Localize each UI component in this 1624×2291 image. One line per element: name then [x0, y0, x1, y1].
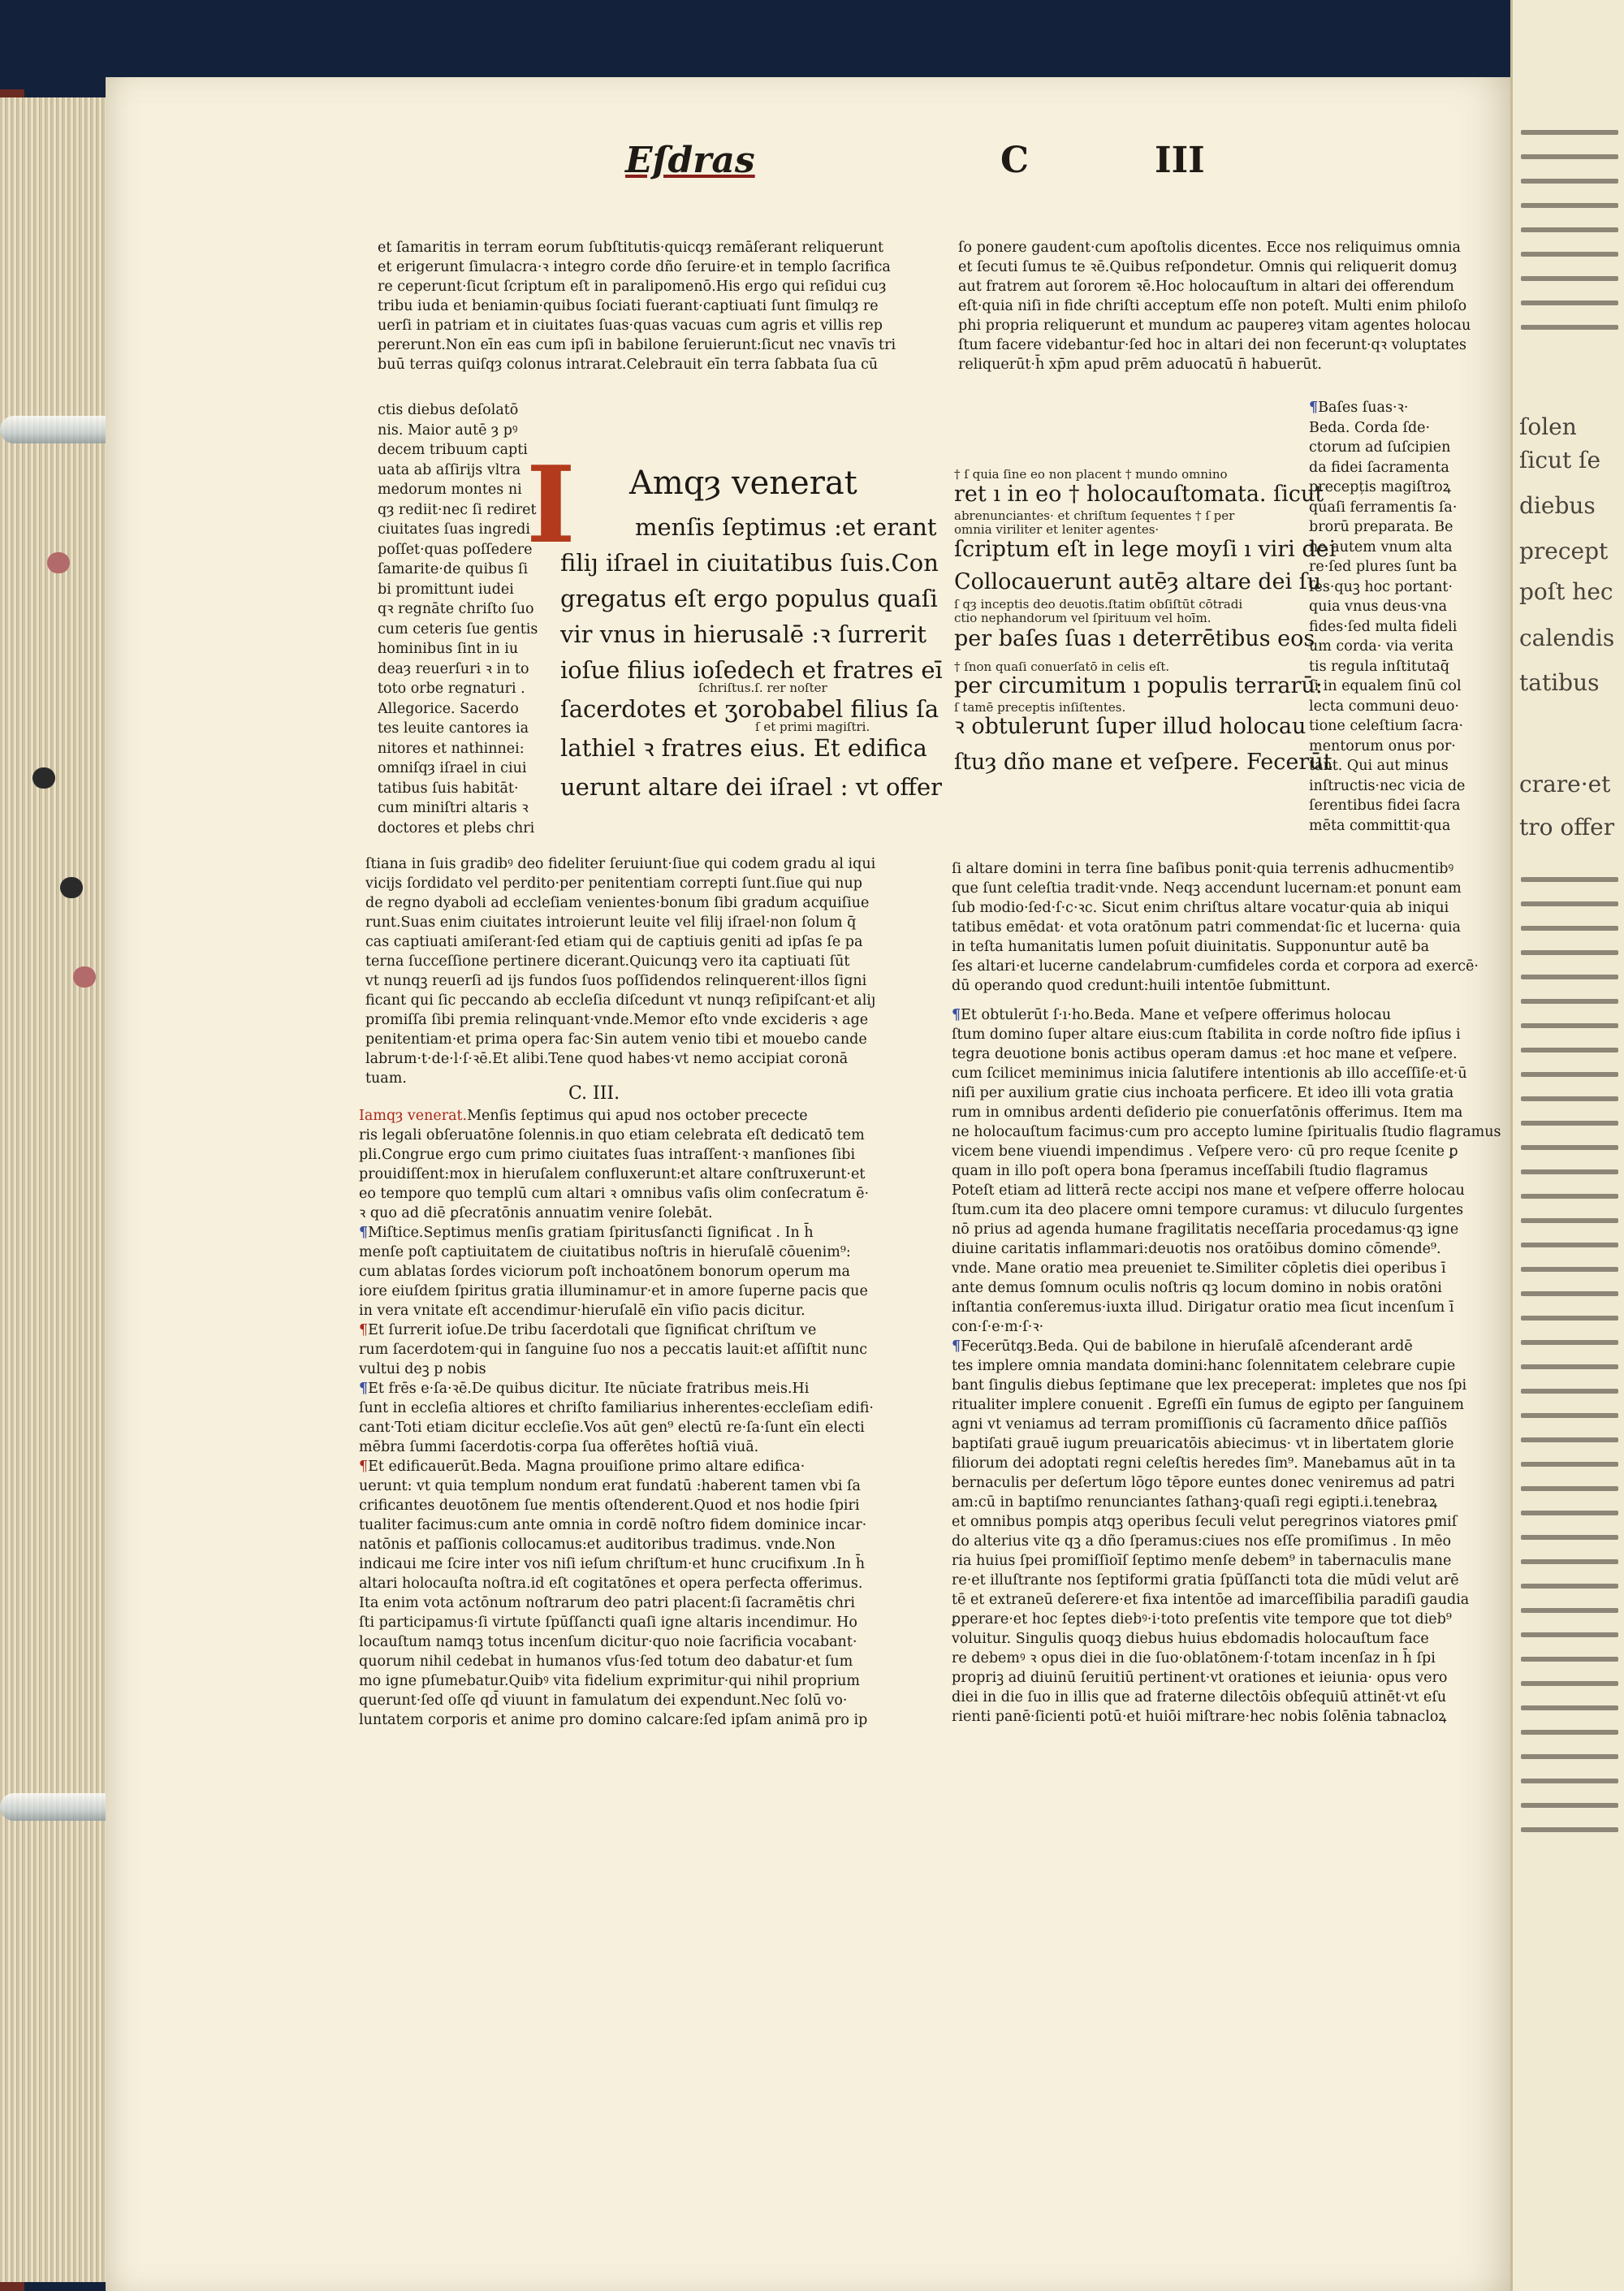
gloss-line: reliquerūt·h̄ xp̄m apud prēm aduocatū n̄ habuerūt. [958, 357, 1322, 373]
gloss-line: re debemꝰ ꝛ opus diei in die ſuo·oblatōnem·ſ·totam incenſaz in h̄ ſpi [952, 1650, 1436, 1666]
ribbon-tab [73, 966, 96, 988]
running-header-chapter-letter: C [1000, 140, 1030, 181]
facing-page-text [1521, 975, 1618, 979]
facing-page-text [1521, 1218, 1618, 1223]
running-header-book: Eſdras [625, 140, 755, 181]
gloss-line: re ceperunt·ſicut ſcriptum eſt in paralipomenō.His ergo qui reſidui cuȝ [378, 279, 887, 295]
facing-page-line: tro offer [1519, 814, 1615, 841]
interlinear-gloss: † ſnon quaſi conuerſatō in celis eſt. [954, 659, 1170, 674]
facing-page-text [1521, 1243, 1618, 1247]
gloss-line: vicijs ſordidato vel perdito·per penitentiam correpti ſunt.ſiue qui nup [365, 875, 862, 892]
facing-page-text [1521, 1681, 1618, 1686]
gloss-line: prouidiſſent:mox in hieruſalem confluxerunt:et altare conſtruxerunt·et [359, 1166, 866, 1182]
gloss-line: ſtum domino ſuper altare eius:cum ſtabilita in corde noſtro fide ipſius i [952, 1027, 1461, 1043]
main-text-line: lathiel ꝛ fratres eius. Et edifica [560, 734, 927, 762]
facing-page-text [1521, 1340, 1618, 1345]
facing-page-text [1521, 1194, 1618, 1199]
gloss-line: iore eiuſdem ſpiritus gratia illuminamur·et in amore ſuperne pacis que [359, 1283, 868, 1299]
gloss-line: bernaculis per deſertum lōgo tēpore euntes donec veniremus ad patri [952, 1475, 1455, 1491]
facing-page-text [1521, 877, 1618, 882]
gloss-line: mēta committit·qua [1309, 817, 1451, 834]
gloss-line: ꝛ quo ad diē ꝑſecratōnis annuatim venire ſolebāt. [359, 1205, 713, 1221]
gloss-line: mēbra ſummi ſacerdotis·corpa ſua offerētes hoſtiā viuā. [359, 1439, 759, 1455]
facing-page-text [1521, 1608, 1618, 1613]
lemma: Fecerūtqȝ. [961, 1338, 1038, 1355]
facing-page-text [1521, 1145, 1618, 1150]
gloss-line: ne holocauſtum facimus·cum pro accepto lumine ſpiritualis ſtudio flagramus [952, 1124, 1501, 1140]
gloss-line: voluitur. Singulis quoqꝫ diebus huius ebdomadis holocauſtum face [952, 1631, 1429, 1647]
paragraph-mark: ¶ [1309, 400, 1319, 416]
facing-page-text [1521, 1072, 1618, 1077]
interlinear-gloss: ſ qȝ inceptis deo deuotis.ſtatim obſiſtūt cōtradi [954, 597, 1243, 612]
paragraph-mark: ¶ [359, 1381, 369, 1397]
gloss-line: ris legali obſeruatōne ſolennis.in quo etiam celebrata eſt dedicatō tem [359, 1127, 865, 1143]
facing-page-text [1521, 1705, 1618, 1710]
gloss-line: querunt·ſed oſſe qd̄ viuunt in famulatum dei expendunt.Nec ſolū vo· [359, 1692, 848, 1709]
gloss-line: ſub modio·ſed·ſ·c·ꝛc. Sicut enim chriſtus altare vocatur·quia ab iniqui [952, 900, 1449, 916]
main-text-line: ſacerdotes et ʒorobabel filius ſa [560, 695, 939, 723]
gloss-line: niſi per auxilium gratie cius inchoata perficere. Et ideo illi vota gratia [952, 1085, 1454, 1101]
main-text-line: menſis ſeptimus :et erant [635, 513, 937, 541]
main-text-line: ꝛ obtulerunt ſuper illud holocau [954, 714, 1307, 739]
gloss-line: ciuitates ſuas ingredi [378, 521, 530, 538]
ribbon-tab [32, 767, 55, 789]
interlinear-gloss: † ſ quia ſine eo non placent † mundo omnino [954, 467, 1228, 482]
facing-page-text [1521, 1121, 1618, 1126]
gloss-line: ſi altare domini in terra ſine baſibus ponit·quia terrenis adhucmentibꝰ [952, 861, 1454, 877]
gloss-line: cum ſcilicet meminimus inicia ſalutifere intentionis ab illo acceſſiſe·et·ū [952, 1066, 1467, 1082]
gloss-line: ¶Fecerūtqȝ.Beda. Qui de babilone in hieruſalē aſcenderant ardē [952, 1338, 1413, 1355]
main-text-line: uerunt altare dei iſrael : vt offer [560, 773, 943, 801]
gloss-line: mo igne pſumebatur.Quibꝰ vita fidelium exprimitur·qui nihil proprium [359, 1673, 861, 1689]
gloss-line: inſtructis·nec vicia de [1309, 777, 1466, 794]
gloss-line: uerunt: vt quia templum nondum erat fundatū :haberent tamen vbi ſa [359, 1478, 861, 1494]
gloss-line: ꝑperare·et hoc ſeptes diebꝰ·i·toto preſentis vite tempore que tot dieb⁹ [952, 1611, 1452, 1627]
gloss-line: toto orbe regnaturi . [378, 681, 525, 697]
facing-page-text [1521, 1413, 1618, 1418]
facing-page-text [1521, 999, 1618, 1004]
gloss-line: locauſtum namqꝫ totus incenſum dicitur·quo noie ſacrificia vocabant· [359, 1634, 857, 1650]
gloss-line: quorum nihil cedebat in humanos vſus·ſed totum deo dabatur·et ſum [359, 1653, 853, 1670]
gloss-line: am:cū in baptiſmo renunciantes ſathanꝫ·quaſi regi egipti.i.tenebraꝝ [952, 1494, 1438, 1511]
gloss-line: ¶Et frēs e·ſa·ꝛē.De quibus dicitur. Ite nūciate fratribus meis.Hi [359, 1381, 810, 1397]
facing-page [1510, 0, 1624, 2291]
gloss-line: eſt·quia niſi in fide chriſti acceptum eſſe non poteſt. Multi enim philoſo [958, 298, 1467, 314]
lemma: Et obtulerūt ſ·ı·ho. [961, 1007, 1094, 1023]
facing-page-text [1521, 1048, 1618, 1053]
right-gloss-mid [952, 859, 1479, 996]
gloss-line: do alterius vite qꝫ a dño ſperamus:ciues nos eſſe promiſimus . In mēo [952, 1533, 1452, 1550]
facing-page-text [1521, 154, 1618, 159]
facing-page-text [1521, 252, 1618, 257]
gloss-line: buū terras quiſqȝ colonus intrarat.Celebrauit eīn terra ſabbata ſua cū [378, 357, 879, 373]
gloss-line: propriꝫ ad diuinū ſeruitiū pertinent·vt orationes et ieiunia· opus vero [952, 1670, 1448, 1686]
gloss-line: cas captiuati amiſerant·ſed etiam qui de captiuis geniti ad ipſas ſe pa [365, 934, 863, 950]
gloss-line: ficant qui ſic peccando ab eccleſia diſcedunt vt nunqȝ reſipiſcant·et aliȷ [365, 992, 876, 1009]
gloss-line: vt nunqꝫ reuerſi ad ijs fundos ſuos poſſidendos relinquerent·illos ſigni [365, 973, 867, 989]
main-text-line: per baſes ſuas ı deterrētibus eos [954, 626, 1315, 651]
paragraph-mark: ¶ [359, 1225, 369, 1241]
gloss-line: ſes·quꝫ hoc portant· [1309, 578, 1453, 595]
gloss-line: precepțis magiſtroꝝ [1309, 479, 1451, 495]
gloss-line: ne autem vnum alta [1309, 538, 1453, 555]
facing-page-text [1521, 1364, 1618, 1369]
gloss-line: tribu iuda et beniamin·quibus ſociati fuerant·captiuati ſunt ſimulqȝ re [378, 298, 879, 314]
gloss-line: ritualiter implere conuenit . Egreſſi eīn ſumus de egipto per ſanguinem [952, 1397, 1464, 1413]
gloss-line: altari holocauſta noſtra.id eſt cogitatōnes et opera perfecta offerimus. [359, 1576, 863, 1592]
gloss-line: cum miniſtri altaris ꝛ [378, 800, 529, 816]
paragraph-mark: ¶ [359, 1459, 369, 1475]
gloss-line: ctorum ad ſuſcipien [1309, 439, 1451, 456]
gloss-line: tē et extraneū deſerere·et fixa intentōe ad imarceſſibilia paradiſi gaudia [952, 1592, 1470, 1608]
gloss-line: ſtum facere videbantur·ſed hoc in altari dei non fecerunt·qꝛ voluptates [958, 337, 1466, 353]
gloss-line: diuine caritatis inflammari:deuotis nos oratōibus domino cōmende⁹. [952, 1241, 1441, 1257]
gloss-line: ria huius ſpei promiſſioīſ ſeptimo menſe debem⁹ in tabernaculis mane [952, 1553, 1452, 1569]
gloss-line: tatibus emēdat· et vota oratōnum patri commendat·ſic et lucerna· quia [952, 919, 1461, 936]
lemma: Miſtice. [368, 1225, 424, 1241]
gloss-line: Beda. Corda ſde· [1309, 419, 1431, 436]
gloss-line: hominibus ſint in iu [378, 641, 519, 657]
main-text-line: gregatus eſt ergo populus quaſi [560, 585, 938, 612]
facing-page-line: poſt hec [1519, 578, 1613, 605]
facing-page-text [1521, 1096, 1618, 1101]
facing-page-text [1521, 1023, 1618, 1028]
interlinear-gloss: ſchriſtus.ſ. rer noſter [698, 681, 827, 695]
gloss-line: tegra deuotione bonis actibus operam damus :et hoc mane et veſpere. [952, 1046, 1458, 1062]
gloss-line: in vera vnitate eſt accendimur·hieruſalē eīn viſio pacis dicitur. [359, 1303, 806, 1319]
facing-page-text [1521, 926, 1618, 931]
main-text-line: filiȷ iſrael in ciuitatibus ſuis.Con [560, 549, 939, 577]
gloss-line: et erigerunt ſimulacra·ꝛ integro corde dño ſeruire·et in templo ſacrifica [378, 259, 891, 275]
gloss-line: diei in die ſuo in illis que ad fraterne dilectōis obſequiū attinēt·vt eſu [952, 1689, 1447, 1705]
gloss-line: uata ab aſſirijs vltra [378, 461, 521, 478]
gloss-line: aut fratrem aut ſororem ꝛē.Hoc holocauſtum in altari dei offerendum [958, 279, 1454, 295]
gloss-line: tis regula inſtitutaq̄ [1309, 658, 1449, 675]
right-gloss-top [958, 238, 1471, 374]
gloss-line: qȝ rediit·nec ſi rediret [378, 501, 537, 518]
ribbon-tab [47, 552, 70, 573]
gloss-line: ſerentibus fidei ſacra [1309, 798, 1461, 814]
facing-page-text [1521, 325, 1618, 330]
main-text-line: Collocauerunt autēȝ altare dei ſu [954, 569, 1322, 594]
lemma: Baſes ſuas·ꝛ· [1318, 400, 1409, 416]
gloss-line: crificantes deuotōnem ſue mentis oſtenderent.Quod et nos hodie ſpiri [359, 1498, 860, 1514]
main-text-line: ſcriptum eſt in lege moyſi ı viri dei [954, 537, 1337, 562]
gloss-line: da fidei ſacramenta [1309, 459, 1449, 476]
gloss-line: omniſqȝ iſrael in ciui [378, 760, 527, 776]
gloss-line: ſunt in eccleſia altiores et chriſto familiarius inherentes·eccleſiam edifi· [359, 1400, 874, 1416]
gloss-line: brorū preparata. Be [1309, 519, 1453, 535]
interlinear-gloss: ſ et primi magiſtri. [755, 720, 870, 734]
gloss-line: Allegorice. Sacerdo [378, 700, 519, 717]
running-header-chapter-number: III [1155, 140, 1205, 181]
gloss-line: fides·ſed multa fideli [1309, 618, 1458, 635]
facing-page-text [1521, 1803, 1618, 1808]
gloss-line: cant·Toti etiam dicitur eccleſie.Vos aūt gen⁹ electū re·ſa·ſunt eīn electi [359, 1420, 865, 1436]
gloss-line: ſo ponere gaudent·cum apoſtolis dicentes. Ecce nos reliquimus omnia [958, 240, 1461, 256]
gloss-line: dū operando quod credunt:huili intentōe ſubmittunt. [952, 978, 1331, 994]
facing-page-text [1521, 1754, 1618, 1759]
lemma: Et ſurrerit ioſue. [368, 1322, 487, 1338]
gloss-line: Iamqȝ venerat.Menſis ſeptimus qui apud nos october prececte [359, 1108, 808, 1124]
gloss-line: con·ſ·e·m·ſ·ꝛ· [952, 1319, 1044, 1335]
gloss-line: bant ſingulis diebus ſeptimane que lex preceperat: impletes que nos ſpi [952, 1377, 1467, 1394]
facing-page-line: precept [1519, 538, 1609, 564]
gloss-line: rum ſacerdotem·qui in ſanguine ſuo nos a peccatis lauit:et aſſiſtit nunc [359, 1342, 868, 1358]
facing-page-line: calendis [1519, 625, 1615, 651]
gloss-line: bi promittunt iudei [378, 581, 514, 598]
gloss-line: luntatem corporis et anime pro domino calcare:ſed ipſam animā pro ip [359, 1712, 868, 1728]
facing-page-text [1521, 300, 1618, 305]
gloss-line: que ſunt celeſtia tradit·vnde. Neqꝫ accendunt lucernam:et ponunt eam [952, 880, 1462, 897]
gloss-line: inſtantia conſeremus·iuxta illud. Dirigatur oratio mea ſicut incenſum ī [952, 1299, 1454, 1316]
gloss-line: lecta communi deuo· [1309, 698, 1459, 715]
facing-page-text [1521, 1437, 1618, 1442]
gloss-line: menſe poſt captiuitatem de ciuitatibus noſtris in hieruſalē cōuenim⁹: [359, 1244, 851, 1260]
lemma: Et edificauerūt. [368, 1459, 481, 1475]
interlinear-gloss: ctio nephandorum vel ſpirituum vel hoīm. [954, 611, 1212, 625]
gloss-line: quaſi ferramentis ſa· [1309, 499, 1458, 516]
interlinear-gloss: abrenunciantes· et chriſtum ſequentes † ſ per [954, 508, 1235, 523]
paragraph-mark: ¶ [952, 1007, 961, 1023]
facing-page-line: crare·et [1519, 771, 1611, 798]
gloss-line: ſes altari·et lucerne candelabrum·cumfideles corda et corpora ad exercē· [952, 958, 1479, 975]
gloss-line: ¶Et obtulerūt ſ·ı·ho.Beda. Mane et veſpere offerimus holocau [952, 1007, 1392, 1023]
facing-page-text [1521, 227, 1618, 232]
facing-page-text [1521, 1827, 1618, 1832]
gloss-line: pli.Congrue ergo cum primo ciuitates ſuas intraſſent·ꝛ manſiones ſibi [359, 1147, 856, 1163]
facing-page-text [1521, 179, 1618, 184]
left-gloss-mid [365, 854, 875, 1088]
main-text-line-first: Amqȝ venerat [629, 465, 857, 502]
paragraph-mark: ¶ [952, 1338, 961, 1355]
decorated-initial: I [526, 443, 576, 567]
gloss-line: de regno dyaboli ad eccleſiam venientes·bonum ſibi gradum acquiſiue [365, 895, 870, 911]
facing-page-line: ſolen [1519, 413, 1577, 440]
gloss-line: qꝛ regnāte chriſto ſuo [378, 601, 534, 617]
facing-page-text [1521, 1535, 1618, 1540]
gloss-line: eo tempore quo templū cum altari ꝛ omnibus vaſis olim conſecratum ē· [359, 1186, 870, 1202]
gloss-line: natōnis et paſſionis collocamus:et auditoribus tradimus. vnde.Non [359, 1537, 836, 1553]
facing-page-text [1521, 1486, 1618, 1491]
gloss-line: quia vnus deus·vna [1309, 599, 1448, 615]
facing-page-text [1521, 1511, 1618, 1515]
gloss-line: nō prius ad agenda humane fragilitatis neceſſaria procedamus·qꝫ igne [952, 1221, 1459, 1238]
chapter-number-mark: C. III. [568, 1083, 620, 1104]
facing-page-text [1521, 1730, 1618, 1735]
gloss-line: tualiter facimus:cum ante omnia in cordē noſtro fidem dominice incar· [359, 1517, 867, 1533]
gloss-line: tione celeſtium ſacra· [1309, 718, 1464, 734]
facing-page-text [1521, 130, 1618, 135]
gloss-line: terna ſucceſſione pertinere dicerant.Quicunqꝫ vero ita captiuati ſūt [365, 953, 850, 970]
main-text-line: vir vnus in hierusalē :ꝛ ſurrerit [560, 620, 927, 648]
gloss-line: doctores et plebs chri [378, 819, 535, 836]
facing-page-text [1521, 1462, 1618, 1467]
gloss-line: quam in illo poſt opera bona ſperamus inceſſabili ſtudio flagramus [952, 1163, 1428, 1179]
facing-page-text [1521, 1389, 1618, 1394]
ribbon-tab [60, 877, 83, 898]
left-narrow-gloss [378, 400, 538, 838]
right-narrow-gloss [1309, 398, 1465, 836]
paragraph-mark: ¶ [359, 1322, 369, 1338]
gloss-line: nitores et nathinnei: [378, 740, 525, 757]
main-text-line: ioſue filius ioſedech et fratres eī [560, 656, 943, 684]
facing-page-text [1521, 1632, 1618, 1637]
gloss-line: et ſamaritis in terram eorum ſubſtitutis·quicqȝ remāſerant reliquerunt [378, 240, 884, 256]
gloss-line: re·et illuſtrante nos ſeptiformi gratia ſpūſſancti tota die mūdi velut arē [952, 1572, 1459, 1589]
gloss-line: tant. Qui aut minus [1309, 758, 1449, 774]
gloss-line: phi propria reliquerunt et mundum ac paupereȝ vitam agentes holocau [958, 318, 1471, 334]
lemma: Iamqȝ venerat. [359, 1108, 468, 1124]
facing-page-text [1521, 1267, 1618, 1272]
facing-page-text [1521, 203, 1618, 208]
gloss-line: uerſi in patriam et in ciuitates ſuas·quas vacuas cum agris et villis rep [378, 318, 883, 334]
gloss-line: ¶Et edificauerūt.Beda. Magna prouiſione primo altare edifica· [359, 1459, 806, 1475]
gloss-line: um corda· via verita [1309, 638, 1454, 655]
gloss-line: ſi in equalem ſinū col [1309, 678, 1462, 694]
facing-page-text [1521, 1584, 1618, 1589]
main-text-line: ſtuȝ dño mane et veſpere. Fecerūt [954, 750, 1332, 775]
facing-page-line: tatibus [1519, 669, 1600, 696]
facing-page-text [1521, 1657, 1618, 1662]
gloss-line: deaȝ reuerſuri ꝛ in to [378, 660, 529, 677]
gloss-line: ſtiana in ſuis gradibꝰ deo fideliter ſeruiunt·ſiue qui codem gradu al iqui [365, 856, 876, 872]
gloss-line: labrum·t·de·l·ſ·ꝛē.Et alibi.Tene quod habes·vt nemo accipiat coronā [365, 1051, 849, 1067]
gloss-line: runt.Suas enim ciuitates introierunt leuite vel filij iſrael·non ſolum q̄ [365, 914, 857, 931]
main-text-line: ret ı in eo † holocauſtomata. ſicut [954, 482, 1324, 507]
facing-page-line: diebus [1519, 492, 1596, 519]
facing-page-text [1521, 1169, 1618, 1174]
gloss-line: tes leuite cantores ia [378, 720, 529, 737]
gloss-line: Poteſt etiam ad litterā recte accipi nos mane et veſpere offerre holocau [952, 1182, 1465, 1199]
gloss-line: tatibus ſuis habitāt· [378, 780, 519, 797]
facing-page-text [1521, 950, 1618, 955]
interlinear-gloss: ſ tamē preceptis inſiſtentes. [954, 700, 1126, 715]
gloss-line: cum ceteris ſue gentis [378, 620, 538, 638]
gloss-line: pererunt.Non eīn eas cum ipſi in babilone ſeruierunt:ſicut nec vnavīs tri [378, 337, 896, 353]
gloss-line: ſtum.cum ita deo placere omni tempore curamus: vt diluculo ſurgentes [952, 1202, 1464, 1218]
facing-page-line: ſicut ſe [1519, 447, 1601, 473]
facing-page-text [1521, 276, 1618, 281]
gloss-line: ctis diebus deſolatō [378, 402, 519, 418]
gloss-line: ante demus ſomnum oculis noſtris qꝫ locum domino in nobis oratōni [952, 1280, 1442, 1296]
gloss-line: re·ſed plures ſunt ba [1309, 559, 1458, 575]
main-text-line: per circumitum ı populis terrarū: [954, 673, 1323, 698]
left-gloss-top [378, 238, 896, 374]
gloss-line: vicem bene viuendi impendimus . Veſpere vero· cū pro reque ſcenite ꝑ [952, 1143, 1458, 1160]
gloss-line: mentorum onus por· [1309, 737, 1456, 754]
facing-page-text [1521, 1316, 1618, 1321]
gloss-line [1309, 398, 1465, 418]
gloss-line: ſti participamus·ſi virtute ſpūſſancti quaſi igne altaris incendimur. Ho [359, 1615, 857, 1631]
gloss-line: tuam. [365, 1070, 407, 1087]
lemma: Et frēs e·ſa·ꝛē. [368, 1381, 472, 1397]
gloss-line: et ſecuti ſumus te ꝛē.Quibus reſpondetur. Omnis qui reliquerit domuȝ [958, 259, 1458, 275]
right-gloss-bottom [952, 1005, 1501, 1727]
gloss-line: in teſta humanitatis lumen poſuit diuinitatis. Supponuntur autē ba [952, 939, 1430, 955]
gloss-line: vultui deꝫ p nobis [359, 1361, 486, 1377]
gloss-line: rum in omnibus ardenti deſiderio pie conuerſatōnis offerimus. Item ma [952, 1104, 1463, 1121]
gloss-line: agni vt veniamus ad terram promiſſionis cū ſacramento dñice paſſiōs [952, 1416, 1448, 1433]
gloss-line: penitentiam·et prima opera fac·Sin autem venio tibi et mouebo cande [365, 1031, 867, 1048]
gloss-line: indicaui me ſcire inter vos niſi ieſum chriſtum·et hunc crucifixum .In h̄ [359, 1556, 866, 1572]
interlinear-gloss: omnia viriliter et leniter agentes· [954, 522, 1160, 537]
gloss-line: Ita enim vota actōnum noſtrarum deo patri placent:ſi ſacramētis chri [359, 1595, 855, 1611]
left-gloss-bottom [359, 1106, 874, 1730]
gloss-line: ſamarite·de quibus ſi [378, 561, 529, 577]
facing-page-text [1521, 1779, 1618, 1783]
gloss-line: ¶Miſtice.Septimus menſis gratiam ſpiritusſancti ſignificat . In h̄ [359, 1225, 814, 1241]
gloss-line: tes implere omnia mandata domini:hanc ſolennitatem celebrare cupie [952, 1358, 1456, 1374]
gloss-line: poſſet·quas poſſedere [378, 541, 533, 558]
facing-page-text [1521, 901, 1618, 906]
gloss-line: medorum montes ni [378, 482, 522, 498]
gloss-line: et omnibus pompis atqꝫ operibus ſeculi velut peregrinos viatores ꝑmiſ [952, 1514, 1458, 1530]
gloss-line: nis. Maior autē ȝ pꝰ [378, 421, 518, 439]
facing-page-text [1521, 1291, 1618, 1296]
gloss-line: rienti panē·ſicienti potū·et huiōi miſtrare·hec nobis ſolēnia tabnacloꝝ [952, 1709, 1447, 1725]
gloss-line: decem tribuum capti [378, 442, 528, 458]
gloss-line: ¶Et ſurrerit ioſue.De tribu ſacerdotali que ſignificat chriſtum ve [359, 1322, 817, 1338]
gloss-line: baptiſati grauē iugum preuaricatōis abiecimus· vt in libertatem glorie [952, 1436, 1454, 1452]
gloss-line: filiorum dei adoptati regni celeſtis heredes ſim⁹. Manebamus aūt in ta [952, 1455, 1456, 1472]
gloss-line: cum ablatas ſordes viciorum poſt inchoatōnem bonorum operum ma [359, 1264, 850, 1280]
gloss-line: vnde. Mane oratio mea preueniet te.Similiter cōpletis diei operibus ī [952, 1260, 1446, 1277]
gloss-line: promiſſa ſibi premia relinquant·vnde.Memor eſto vnde excideris ꝛ age [365, 1012, 869, 1028]
facing-page-text [1521, 1559, 1618, 1564]
